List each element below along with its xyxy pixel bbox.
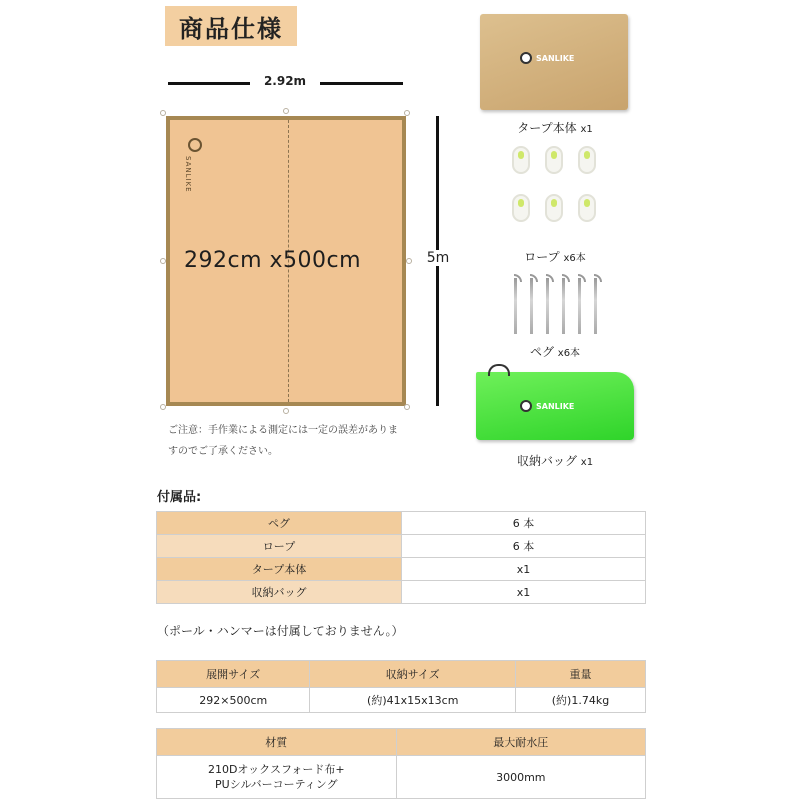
rope-image (545, 194, 563, 222)
accessory-value: 6 本 (402, 535, 646, 558)
item-name: 収納バッグ (516, 454, 577, 468)
item-qty: x6本 (563, 253, 586, 264)
rope-image (545, 146, 563, 174)
tarp-diagram (166, 116, 406, 406)
grommet-icon (283, 408, 289, 414)
rope-image (512, 146, 530, 174)
table-cell: (約)41x15x13cm (310, 688, 515, 713)
accessory-label: タープ本体 (157, 558, 402, 581)
table-cell: (約)1.74kg (515, 688, 645, 713)
peg-image (594, 278, 597, 334)
bag-brand-text: SANLIKE (536, 53, 575, 63)
peg-hook-icon (594, 274, 602, 282)
column-header: 展開サイズ (157, 661, 310, 688)
drawstring-icon (488, 364, 510, 376)
material-line-2: PUシルバーコーティング (215, 778, 338, 791)
grommet-icon (160, 258, 166, 264)
rope-image (578, 146, 596, 174)
peg-image (562, 278, 565, 334)
accessory-label: ペグ (157, 512, 402, 535)
grommet-icon (404, 110, 410, 116)
tarp-size-text: 292cm x500cm (184, 248, 362, 273)
peg-hook-icon (514, 274, 522, 282)
material-cell (157, 756, 397, 799)
height-label: 5m (420, 250, 456, 266)
brand-logo-icon (188, 138, 202, 152)
grommet-icon (406, 258, 412, 264)
brand-logo-icon (520, 52, 532, 64)
peg-hook-icon (562, 274, 570, 282)
accessory-value: 6 本 (402, 512, 646, 535)
accessory-label: 収納バッグ (157, 581, 402, 604)
bag-logo (520, 52, 574, 64)
page-title: 商品仕様 (165, 6, 297, 46)
item-qty: x1 (580, 124, 593, 135)
tarp-brand-text: SANLIKE (184, 156, 192, 193)
table-row (157, 512, 646, 535)
brand-logo-icon (520, 400, 532, 412)
bag-logo (520, 400, 574, 412)
width-label: 2.92m (250, 74, 320, 88)
accessory-value: x1 (402, 581, 646, 604)
rope-image (512, 194, 530, 222)
table-cell: 292×500cm (157, 688, 310, 713)
table-row (157, 535, 646, 558)
peg-hook-icon (546, 274, 554, 282)
note-line-1: ご注意：手作業による測定には一定の誤差がありま (168, 425, 398, 436)
column-header: 重量 (515, 661, 645, 688)
peg-hook-icon (530, 274, 538, 282)
accessories-title: 付属品: (157, 490, 202, 505)
table-row (157, 688, 646, 713)
item-caption-rope (480, 248, 630, 265)
table-row (157, 558, 646, 581)
grommet-icon (404, 404, 410, 410)
accessories-table (156, 511, 646, 604)
item-caption-tarp (480, 119, 630, 136)
rope-image (578, 194, 596, 222)
column-header: 収納サイズ (310, 661, 515, 688)
table-header-row (157, 729, 646, 756)
tarp-bag-image (480, 14, 628, 110)
item-caption-bag (480, 452, 630, 469)
peg-image (514, 278, 517, 334)
peg-image (546, 278, 549, 334)
not-included-note: （ポール・ハンマーは付属しておりません。） (157, 624, 404, 638)
accessory-label: ロープ (157, 535, 402, 558)
grommet-icon (160, 404, 166, 410)
grommet-icon (283, 108, 289, 114)
item-caption-peg (480, 343, 630, 360)
table-row (157, 581, 646, 604)
spec-table-material (156, 728, 646, 799)
column-header: 材質 (157, 729, 397, 756)
measurement-note (168, 420, 438, 462)
peg-hook-icon (578, 274, 586, 282)
grommet-icon (160, 110, 166, 116)
pressure-cell: 3000mm (396, 756, 645, 799)
material-line-1: 210Dオックスフォード布+ (207, 763, 345, 776)
peg-image (578, 278, 581, 334)
bag-brand-text: SANLIKE (536, 401, 575, 411)
storage-bag-image (476, 372, 634, 440)
accessory-value: x1 (402, 558, 646, 581)
item-name: タープ本体 (517, 121, 577, 135)
item-qty: x1 (580, 457, 594, 468)
note-line-2: すのでご了承ください。 (168, 446, 278, 457)
item-name: ロープ (524, 250, 560, 264)
peg-image (530, 278, 533, 334)
item-name: ペグ (529, 345, 554, 359)
column-header: 最大耐水圧 (396, 729, 645, 756)
item-qty: x6本 (557, 348, 581, 359)
table-header-row (157, 661, 646, 688)
table-row (157, 756, 646, 799)
spec-table-size (156, 660, 646, 713)
